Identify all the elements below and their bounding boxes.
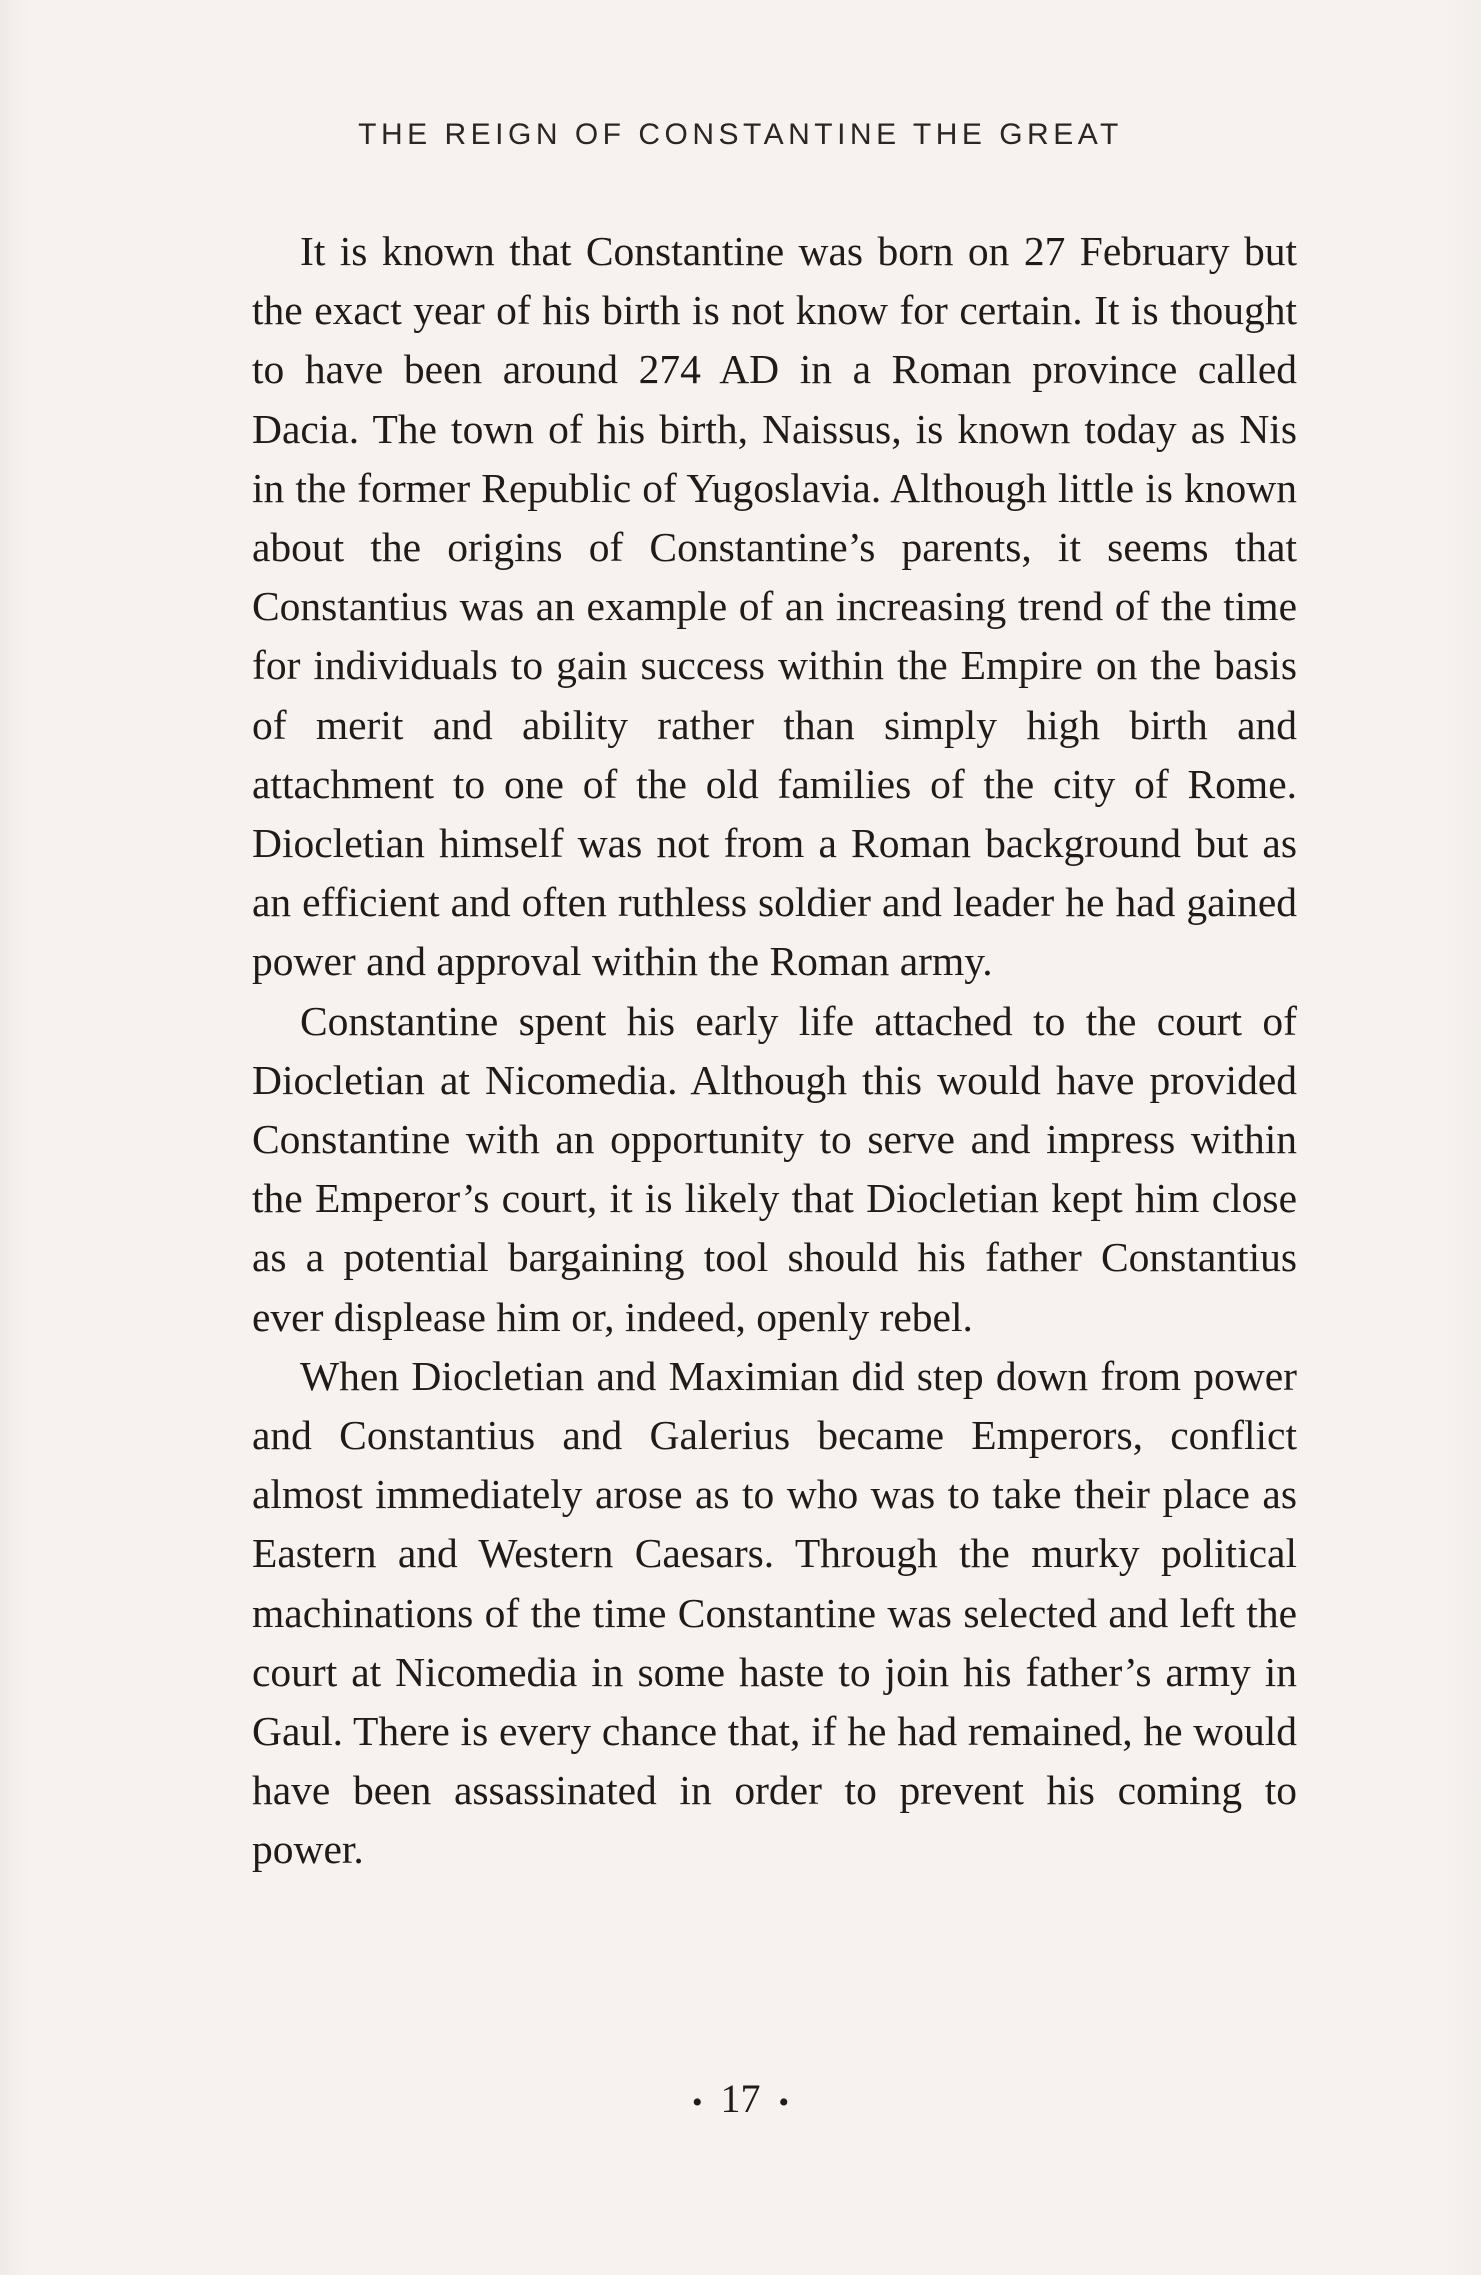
page-number-footer: [0, 2075, 1481, 2122]
running-head: THE REIGN OF CONSTANTINE THE GREAT: [358, 118, 1123, 151]
paragraph-2: Constantine spent his early life attached to the court of Diocletian at Nicomedia. Although this would have provided Constantine with an opportunity to serve and impress within the Emperor’s court, it is likely that Diocletian kept him close as a potential bargaining tool should his father Constantius ever displease him or, indeed, openly rebel.: [252, 997, 1297, 1340]
bullet-left-icon: •: [691, 2085, 703, 2119]
bullet-right-icon: •: [778, 2085, 790, 2119]
page-number: 17: [720, 2076, 761, 2121]
paragraph-1: It is known that Constantine was born on 27 February but the exact year of his birth is not know for certain. It is thought to have been around 274 AD in a Roman province called Dacia. The town of his birth, Naissus, is known today as Nis in the former Republic of Yugoslavia. Although little is known about the origins of Constantine’s parents, it seems that Constantius was an example of an increasing trend of the time for individuals to gain success within the Empire on the basis of merit and ability rather than simply high birth and attachment to one of the old families of the city of Rome. Diocletian himself was not from a Roman background but as an efficient and often ruthless soldier and leader he had gained power and approval within the Roman army.: [252, 228, 1297, 985]
body-text: [252, 222, 1297, 1880]
paragraph-3: When Diocletian and Maximian did step down from power and Constantius and Galerius became Emperors, conflict almost immediately arose as to who was to take their place as Eastern and Western Caesars. Through the murky political machinations of the time Constantine was selected and left the court at Nicomedia in some haste to join his father’s army in Gaul. There is every chance that, if he had remained, he would have been assassinated in order to prevent his coming to power.: [252, 1352, 1297, 1873]
